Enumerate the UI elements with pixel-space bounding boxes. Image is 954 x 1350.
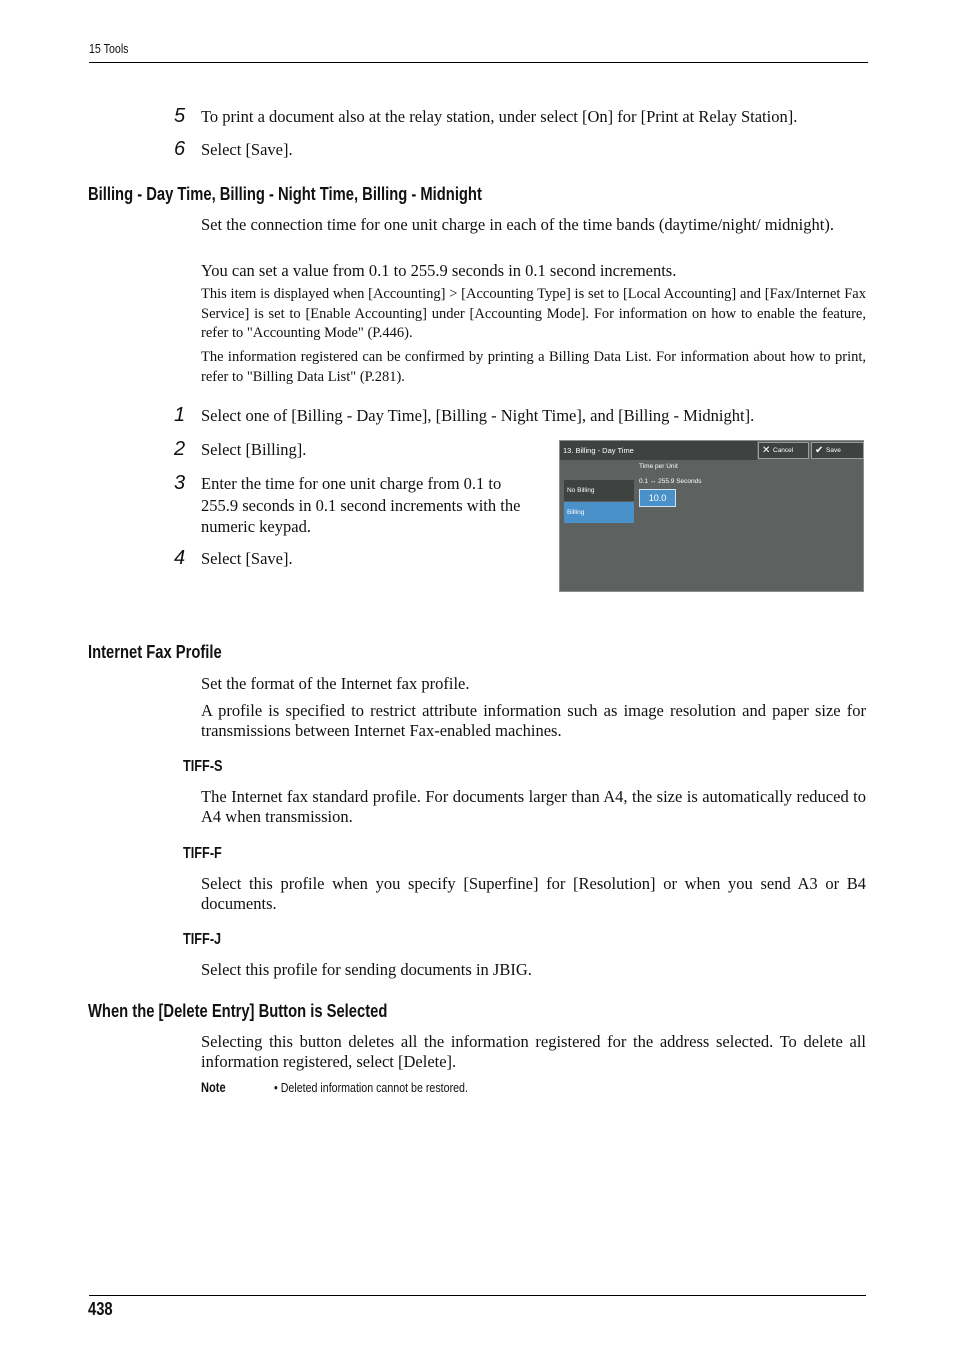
step-text: Select [Save]. [201, 549, 293, 568]
billing-panel-screenshot [559, 440, 864, 592]
close-icon: ✕ [762, 445, 771, 456]
step-text: Enter the time for one unit charge from 0.1 to 255.9 seconds in 0.1 second increments with the numeric keypad. [201, 474, 521, 536]
field-label: Time per Unit [639, 463, 678, 470]
step-number: 6 [174, 138, 186, 160]
step-number: 4 [174, 547, 186, 569]
section-heading-billing: Billing - Day Time, Billing - Night Time, Billing - Midnight [88, 184, 482, 204]
step-text: Select one of [Billing - Day Time], [Billing - Night Time], and [Billing - Midnight]. [201, 406, 755, 425]
step-text: Select [Billing]. [201, 440, 307, 459]
option-no-billing[interactable]: No Billing [564, 480, 634, 501]
section-heading-delete: When the [Delete Entry] Button is Selected [88, 1001, 388, 1021]
paragraph: Selecting this button deletes all the information registered for the address selected. To delete all information registered, select [Delete]. [201, 1032, 866, 1071]
step-number: 2 [174, 438, 186, 460]
step-number: 1 [174, 404, 186, 426]
note-text: • Deleted information cannot be restored. [274, 1080, 468, 1095]
subheading-tiff-j: TIFF-J [183, 931, 222, 948]
check-icon: ✔ [815, 445, 824, 456]
paragraph: You can set a value from 0.1 to 255.9 seconds in 0.1 second increments. [201, 261, 677, 280]
page-number: 438 [88, 1299, 113, 1319]
footer-rule [89, 1295, 866, 1296]
running-header: 15 Tools [89, 41, 129, 56]
save-label: Save [826, 447, 841, 454]
step-number: 5 [174, 105, 186, 127]
range-label: 0.1 ↔ 255.9 Seconds [639, 478, 702, 485]
note-label: Note [201, 1080, 226, 1095]
paragraph: Select this profile for sending documents in JBIG. [201, 960, 532, 979]
paragraph: Set the connection time for one unit charge in each of the time bands (daytime/night/ midnight). [201, 215, 834, 234]
time-per-unit-input[interactable]: 10.0 [639, 489, 676, 507]
section-heading-ifax: Internet Fax Profile [88, 642, 222, 662]
cancel-button[interactable] [758, 442, 809, 459]
header-rule [89, 62, 868, 63]
step-number: 3 [174, 472, 186, 494]
subheading-tiff-s: TIFF-S [183, 758, 223, 775]
step-text: To print a document also at the relay station, under select [On] for [Print at Relay Station]. [201, 107, 798, 126]
panel-title: 13. Billing - Day Time [560, 441, 757, 460]
cancel-label: Cancel [773, 447, 794, 454]
option-billing[interactable]: Billing [564, 502, 634, 523]
paragraph: A profile is specified to restrict attribute information such as image resolution and paper size for transmissions between Internet Fax-enabled machines. [201, 701, 866, 740]
paragraph: The Internet fax standard profile. For documents larger than A4, the size is automatically reduced to A4 when transmission. [201, 787, 866, 826]
paragraph: Select this profile when you specify [Superfine] for [Resolution] or when you send A3 or B4 documents. [201, 874, 866, 913]
subheading-tiff-f: TIFF-F [183, 845, 222, 862]
save-button[interactable] [811, 442, 864, 459]
info-note: The information registered can be confirmed by printing a Billing Data List. For information about how to print, refer to "Billing Data List" (P.281). [201, 349, 866, 385]
paragraph: Set the format of the Internet fax profile. [201, 674, 470, 693]
info-note: This item is displayed when [Accounting] > [Accounting Type] is set to [Local Accounting] and [Fax/Internet Fax Service] is set to [Enable Accounting] under [Accounting Mode]. For information on how to enable the feature, refer to "Accounting Mode" (P.446). [201, 286, 866, 341]
step-text: Select [Save]. [201, 140, 293, 159]
